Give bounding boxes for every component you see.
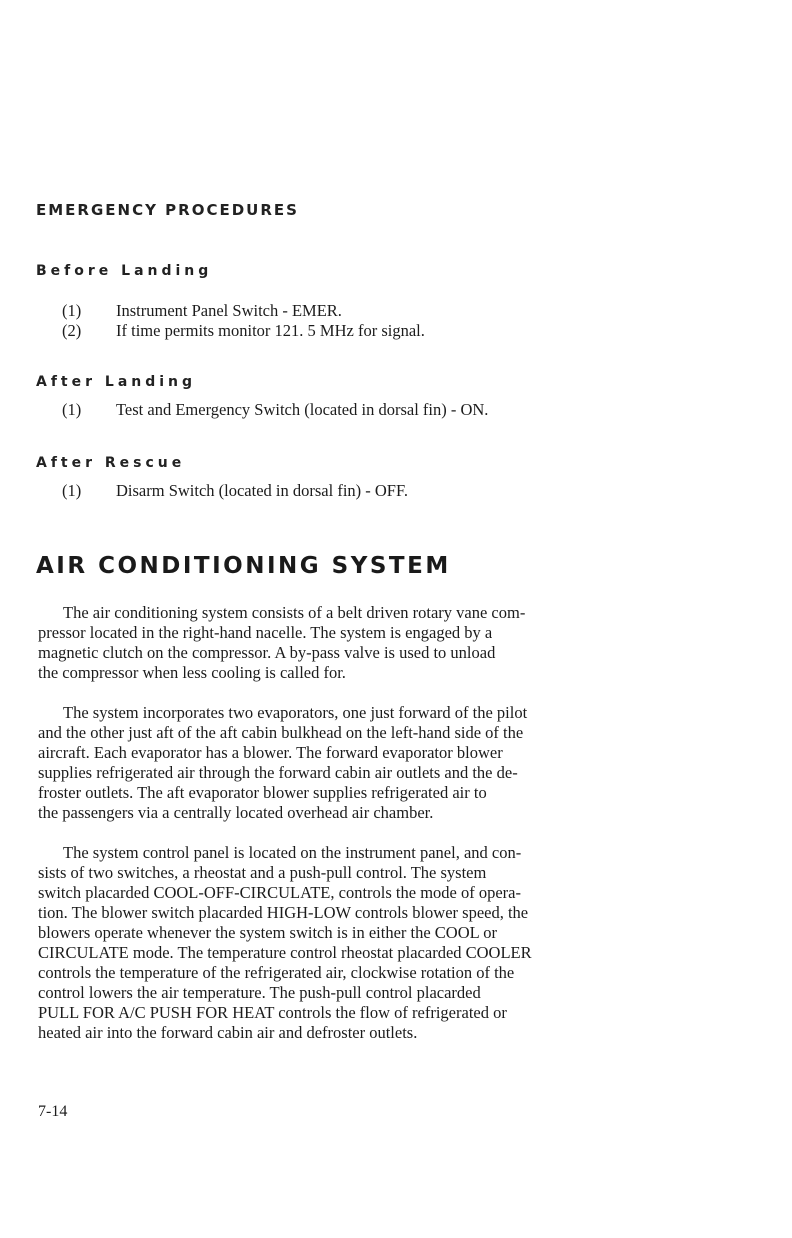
text-line: froster outlets. The aft evaporator blower supplies refrigerated air to xyxy=(38,783,487,802)
text-line: and the other just aft of the aft cabin bulkhead on the left-hand side of the xyxy=(38,723,524,742)
text-line: tion. The blower switch placarded HIGH-LOW controls blower speed, the xyxy=(38,903,529,922)
step-after-landing-1 xyxy=(62,400,488,420)
step-number: (1) xyxy=(62,400,82,419)
step-number: (1) xyxy=(62,301,82,320)
text-line: blowers operate whenever the system switch is in either the COOL or xyxy=(38,923,497,942)
text-line: pressor located in the right-hand nacelle. The system is engaged by a xyxy=(38,623,493,642)
paragraph-2 xyxy=(38,703,708,823)
text-line: controls the temperature of the refrigerated air, clockwise rotation of the xyxy=(38,963,515,982)
heading-before-landing: Before Landing xyxy=(36,263,213,279)
step-text: Test and Emergency Switch (located in dorsal fin) - ON. xyxy=(116,400,489,419)
text-line: switch placarded COOL-OFF-CIRCULATE, controls the mode of opera- xyxy=(38,883,521,902)
step-before-landing-2 xyxy=(62,321,425,341)
text-line: magnetic clutch on the compressor. A by-pass valve is used to unload xyxy=(38,643,496,662)
step-text: If time permits monitor 121. 5 MHz for signal. xyxy=(116,321,425,340)
text-line: PULL FOR A/C PUSH FOR HEAT controls the flow of refrigerated or xyxy=(38,1003,507,1022)
page-number: 7-14 xyxy=(38,1103,68,1120)
section-title-air-conditioning: AIR CONDITIONING SYSTEM xyxy=(36,553,451,579)
step-after-rescue-1 xyxy=(62,481,408,501)
text-line: control lowers the air temperature. The push-pull control placarded xyxy=(38,983,481,1002)
text-line: heated air into the forward cabin air and defroster outlets. xyxy=(38,1023,418,1042)
heading-after-rescue: After Rescue xyxy=(36,455,186,471)
text-line: aircraft. Each evaporator has a blower. The forward evaporator blower xyxy=(38,743,503,762)
text-line: the passengers via a centrally located overhead air chamber. xyxy=(38,803,434,822)
step-text: Instrument Panel Switch - EMER. xyxy=(116,301,342,320)
text-line: supplies refrigerated air through the forward cabin air outlets and the de- xyxy=(38,763,518,782)
text-line: The air conditioning system consists of a belt driven rotary vane com- xyxy=(63,603,526,622)
paragraph-3 xyxy=(38,843,708,1043)
step-number: (2) xyxy=(62,321,82,340)
step-number: (1) xyxy=(62,481,82,500)
heading-after-landing: After Landing xyxy=(36,374,197,390)
text-line: CIRCULATE mode. The temperature control rheostat placarded COOLER xyxy=(38,943,532,962)
text-line: sists of two switches, a rheostat and a push-pull control. The system xyxy=(38,863,487,882)
section-title-emergency-procedures: EMERGENCY PROCEDURES xyxy=(36,201,299,219)
text-line: the compressor when less cooling is called for. xyxy=(38,663,346,682)
step-before-landing-1 xyxy=(62,301,342,321)
paragraph-1 xyxy=(38,603,708,683)
text-line: The system incorporates two evaporators, one just forward of the pilot xyxy=(63,703,528,722)
step-text: Disarm Switch (located in dorsal fin) - OFF. xyxy=(116,481,408,500)
text-line: The system control panel is located on the instrument panel, and con- xyxy=(63,843,522,862)
